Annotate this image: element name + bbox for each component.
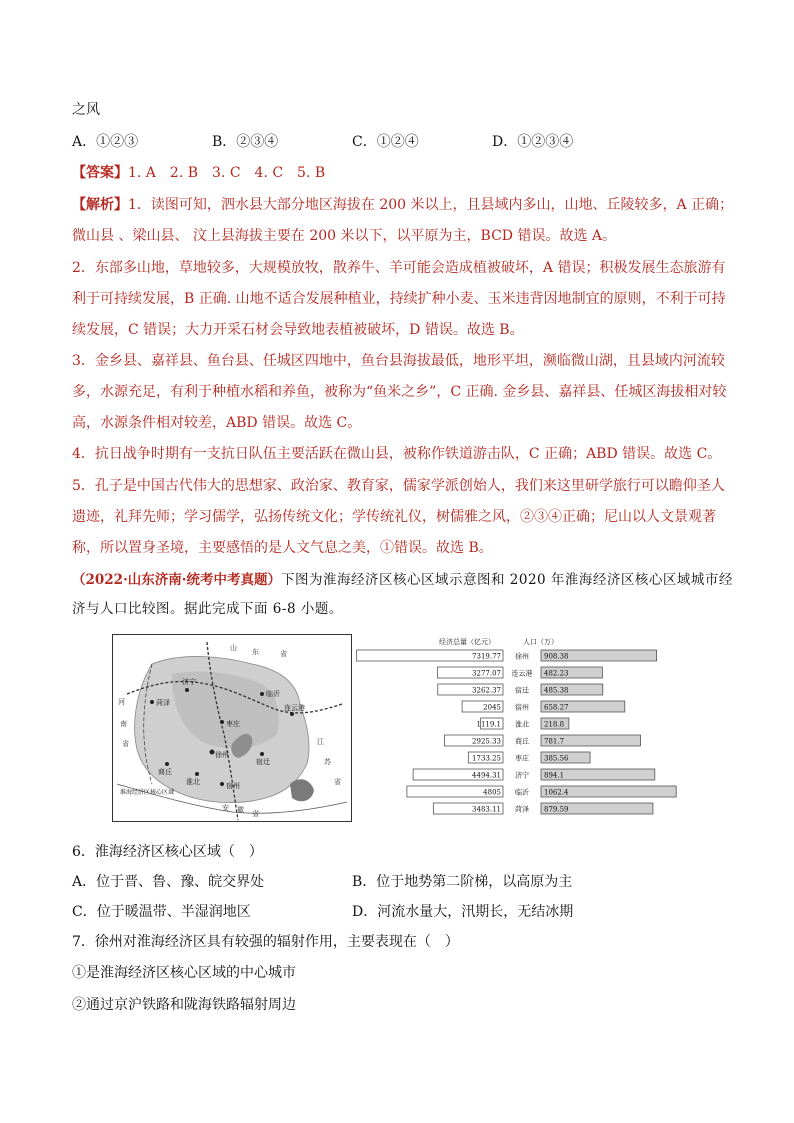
q5-option-d: D．①②③④ <box>492 134 574 150</box>
city-label-heze: 菏泽 <box>156 699 170 707</box>
province-label-shandong-3: 省 <box>280 650 287 658</box>
q7-statement-2: ②通过京沪铁路和陇海铁路辐射周边 <box>72 997 296 1013</box>
q6-stem: 6．淮海经济区核心区域（ ） <box>72 844 263 860</box>
province-label-jiangsu-1: 江 <box>317 738 324 746</box>
q5-option-c: C．①②④ <box>352 134 419 150</box>
province-label-shandong-2: 东 <box>252 648 259 656</box>
city-label-7: 济宁 <box>515 771 529 780</box>
city-dot-suzhou <box>220 782 224 786</box>
question-intro-1 <box>72 570 733 590</box>
province-label-anhui-3: 省 <box>252 810 259 818</box>
explanation-5c: 称，所以置身圣境，主要感悟的是人文气息之美，①错误。故选 B。 <box>72 540 493 556</box>
explanation-2c: 续发展，C 错误；大力开采石材会导致地表植被破坏，D 错误。故选 B。 <box>72 322 524 338</box>
city-dot-zaozhuang <box>220 720 224 724</box>
city-dot-jining <box>185 688 189 692</box>
answer-tag: 【答案】 <box>72 165 128 181</box>
pop-label-2: 485.38 <box>544 686 569 695</box>
explanation-3c: 高，水源条件相对较差，ABD 错误。故选 C。 <box>72 415 362 431</box>
explanation-3b: 多，水源充足，有利于种植水稻和养鱼，被称为“鱼米之乡”，C 正确. 金乡县、嘉祥县、任城区海拔相对较 <box>72 384 727 400</box>
city-dot-linyi <box>260 692 264 696</box>
explanation-4: 4．抗日战争时期有一支抗日队伍主要活跃在微山县，被称作铁道游击队，C 正确；ABD 错误。故选 C。 <box>72 446 722 462</box>
city-label-1: 连云港 <box>511 669 533 678</box>
huaihai-region-map <box>112 634 352 822</box>
q6-option-c: C．位于暖温带、半湿润地区 <box>72 904 251 920</box>
econ-label-9: 3483.11 <box>472 805 501 814</box>
city-label-6: 枣庄 <box>515 754 529 763</box>
question-intro-2: 济与人口比较图。据此完成下面 6-8 小题。 <box>72 601 343 617</box>
city-label-2: 宿迁 <box>515 686 529 695</box>
city-label-linyi: 临沂 <box>266 690 280 698</box>
explanation-2a: 2．东部多山地，草地较多，大规模放牧，散养牛、羊可能会造成植被破坏，A 错误；积极发展生态旅游有 <box>72 260 726 276</box>
city-dot-suqian <box>260 752 264 756</box>
economy-population-chart <box>355 632 685 822</box>
econ-label-2: 3262.37 <box>472 686 501 695</box>
pop-label-5: 781.7 <box>544 737 565 746</box>
province-label-jiangsu-3: 省 <box>334 778 341 786</box>
city-label-8: 临沂 <box>515 788 529 797</box>
q5-stem-tail: 之风 <box>72 102 100 118</box>
province-label-henan-1: 河 <box>118 698 125 706</box>
explanation-tag: 【解析】 <box>72 197 128 213</box>
pop-label-7: 894.1 <box>544 771 565 780</box>
econ-label-8: 4805 <box>483 788 501 797</box>
explanation-1b: 微山县 、梁山县、 汶上县海拔主要在 200 米以下，以平原为主，BCD 错误。故选 A。 <box>72 228 617 244</box>
city-dot-huaibei <box>195 772 199 776</box>
explanation-5b: 遗迹，礼拜先师；学习儒学，弘扬传统文化；学传统礼仪，树儒雅之风，②③④正确；尼山以人文景观著 <box>72 509 716 525</box>
pop-label-6: 385.56 <box>544 754 569 763</box>
city-label-suzhou: 宿州 <box>226 782 240 790</box>
explanation-1a-text: 1．读图可知，泗水县大部分地区海拔在 200 米以上，且县域内多山，山地、丘陵较多，A 正确； <box>128 197 734 213</box>
city-label-3: 宿州 <box>515 703 529 712</box>
explanation-3a: 3．金乡县、嘉祥县、鱼台县、任城区四地中，鱼台县海拔最低，地形平坦，濒临微山湖，且县域内河流较 <box>72 353 725 369</box>
explanation-1a <box>72 195 733 215</box>
pop-label-8: 1062.4 <box>544 788 569 797</box>
pop-label-3: 658.27 <box>544 703 569 712</box>
econ-label-6: 1733.25 <box>472 754 501 763</box>
city-label-shangqiu: 商丘 <box>158 768 172 776</box>
chart-title-right: 人口（万） <box>523 638 558 646</box>
q5-option-a: A．①②③ <box>72 134 139 150</box>
econ-label-0: 7319.77 <box>472 652 501 661</box>
city-dot-heze <box>150 700 154 704</box>
source-tag: （2022·山东济南·统考中考真题） <box>72 572 281 588</box>
city-label-9: 菏泽 <box>515 805 529 814</box>
city-dot-xuzhou <box>210 750 215 755</box>
map-caption: 淮海经济区核心区域 <box>120 789 175 796</box>
province-label-henan-3: 省 <box>122 740 129 748</box>
province-label-shandong-1: 山 <box>230 644 237 652</box>
province-label-anhui-1: 安 <box>222 804 229 812</box>
q6-option-b: B．位于地势第二阶梯，以高原为主 <box>352 874 573 890</box>
city-label-suqian: 宿迁 <box>256 758 270 766</box>
pop-label-0: 908.38 <box>544 652 569 661</box>
explanation-5a: 5．孔子是中国古代伟大的思想家、政治家、教育家，儒家学派创始人，我们来这里研学旅行可以瞻仰圣人 <box>72 478 725 494</box>
q5-option-b: B．②③④ <box>212 134 279 150</box>
province-label-henan-2: 南 <box>120 720 127 728</box>
city-label-0: 徐州 <box>515 652 529 661</box>
city-label-lianyungang: 连云港 <box>284 704 305 712</box>
city-label-5: 商丘 <box>515 737 529 746</box>
q6-option-d: D．河流水量大，汛期长，无结冰期 <box>352 904 574 920</box>
answer-text: 1. A 2. B 3. C 4. C 5. B <box>128 165 326 181</box>
province-label-anhui-2: 徽 <box>237 806 244 814</box>
explanation-2b: 利于可持续发展，B 正确. 山地不适合发展种植业，持续扩种小麦、玉米违背因地制宜的原则，不利于可持 <box>72 291 726 307</box>
econ-label-4: 1119.1 <box>476 720 501 729</box>
city-dot-shangqiu <box>165 762 169 766</box>
pop-label-1: 482.23 <box>544 669 569 678</box>
q7-statement-1: ①是淮海经济区核心区域的中心城市 <box>72 965 296 981</box>
pop-label-9: 879.59 <box>544 805 569 814</box>
econ-label-3: 2045 <box>483 703 501 712</box>
answer-line <box>72 163 325 183</box>
q7-stem: 7．徐州对淮海经济区具有较强的辐射作用，主要表现在（ ） <box>72 934 459 950</box>
q6-option-a: A．位于晋、鲁、豫、皖交界处 <box>72 874 265 890</box>
chart-title-left: 经济总量（亿元） <box>439 638 495 646</box>
city-label-zaozhuang: 枣庄 <box>226 720 240 728</box>
econ-label-1: 3277.07 <box>472 669 501 678</box>
econ-label-5: 2925.33 <box>472 737 501 746</box>
city-dot-lianyungang <box>290 712 294 716</box>
pop-label-4: 218.8 <box>544 720 565 729</box>
intro-text-1: 下图为淮海经济区核心区域示意图和 2020 年淮海经济区核心区域城市经 <box>280 572 733 588</box>
city-label-4: 淮北 <box>515 720 529 729</box>
econ-label-7: 4494.31 <box>472 771 501 780</box>
city-label-huaibei: 淮北 <box>186 778 200 786</box>
city-label-xuzhou: 徐州 <box>215 751 229 759</box>
city-label-jining: 济宁 <box>182 678 196 686</box>
province-label-jiangsu-2: 苏 <box>324 758 331 766</box>
